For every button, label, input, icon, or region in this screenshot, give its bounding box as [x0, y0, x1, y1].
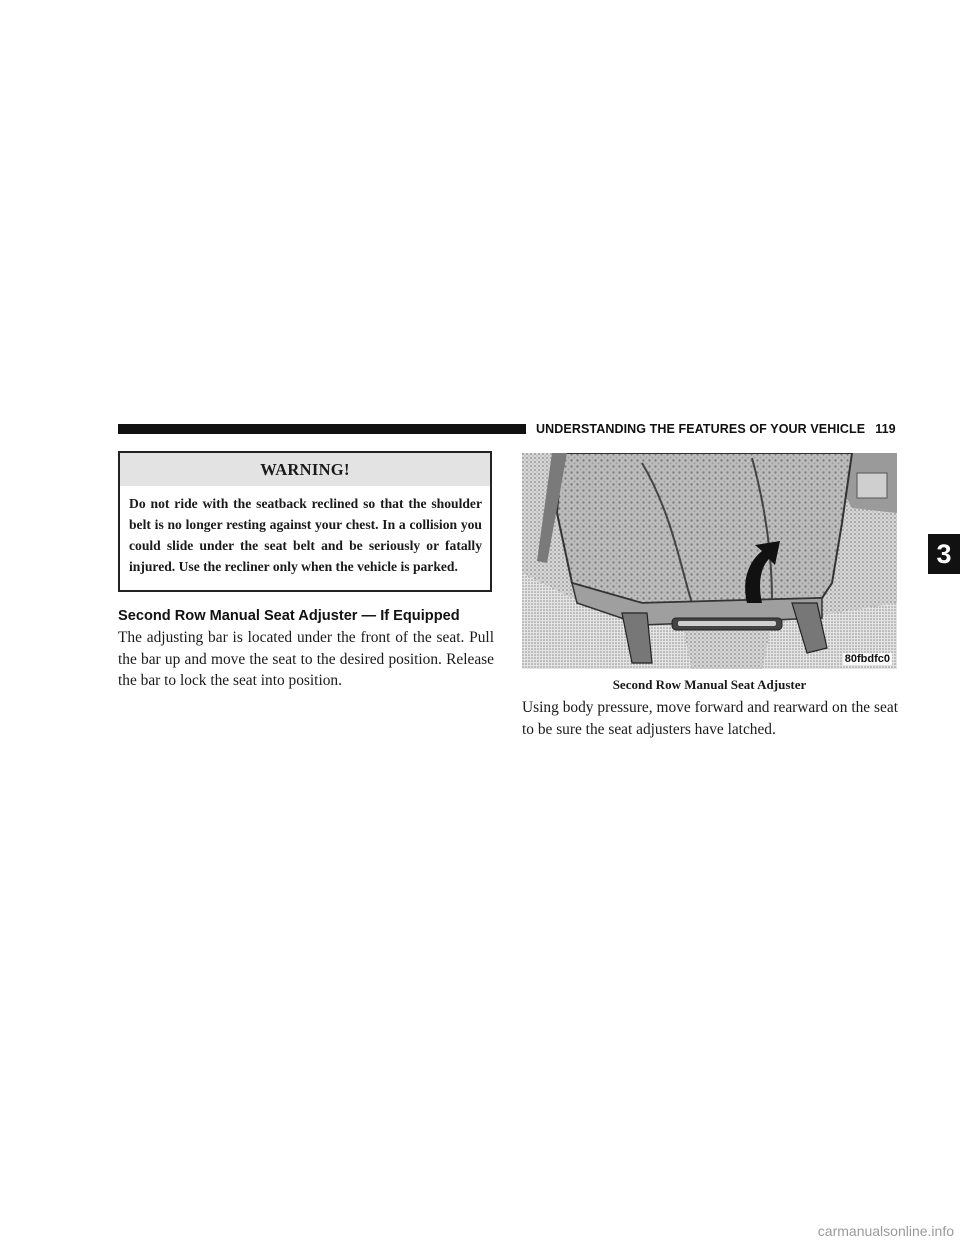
section-body: The adjusting bar is located under the front of the seat. Pull the bar up and move the seat to the desired position. Release the bar to lock the seat into position.	[118, 629, 494, 689]
latch-check-paragraph: Using body pressure, move forward and rearward on the seat to be sure the seat adjusters have latched.	[522, 699, 898, 738]
seat-illustration-svg	[522, 453, 897, 669]
running-header	[536, 422, 896, 436]
warning-title: WARNING!	[120, 453, 490, 486]
section-title: UNDERSTANDING THE FEATURES OF YOUR VEHICLE	[536, 422, 866, 436]
warning-box	[118, 451, 492, 592]
watermark: carmanualsonline.info	[817, 1223, 954, 1239]
warning-text: Do not ride with the seatback reclined so that the shoulder belt is no longer resting against your chest. In a collision you could slide under the seat belt and be seriously or fatally injured. Use the recliner only when the vehicle is parked.	[129, 496, 482, 574]
figure-caption: Second Row Manual Seat Adjuster	[612, 677, 807, 692]
section-heading: Second Row Manual Seat Adjuster — If Equipped	[118, 608, 460, 624]
page-number: 119	[875, 422, 896, 436]
chapter-tab: 3	[928, 534, 960, 574]
figure-code: 80fbdfc0	[844, 653, 890, 665]
seat-adjuster-illustration	[522, 453, 897, 669]
header-rule-bar	[118, 424, 526, 434]
